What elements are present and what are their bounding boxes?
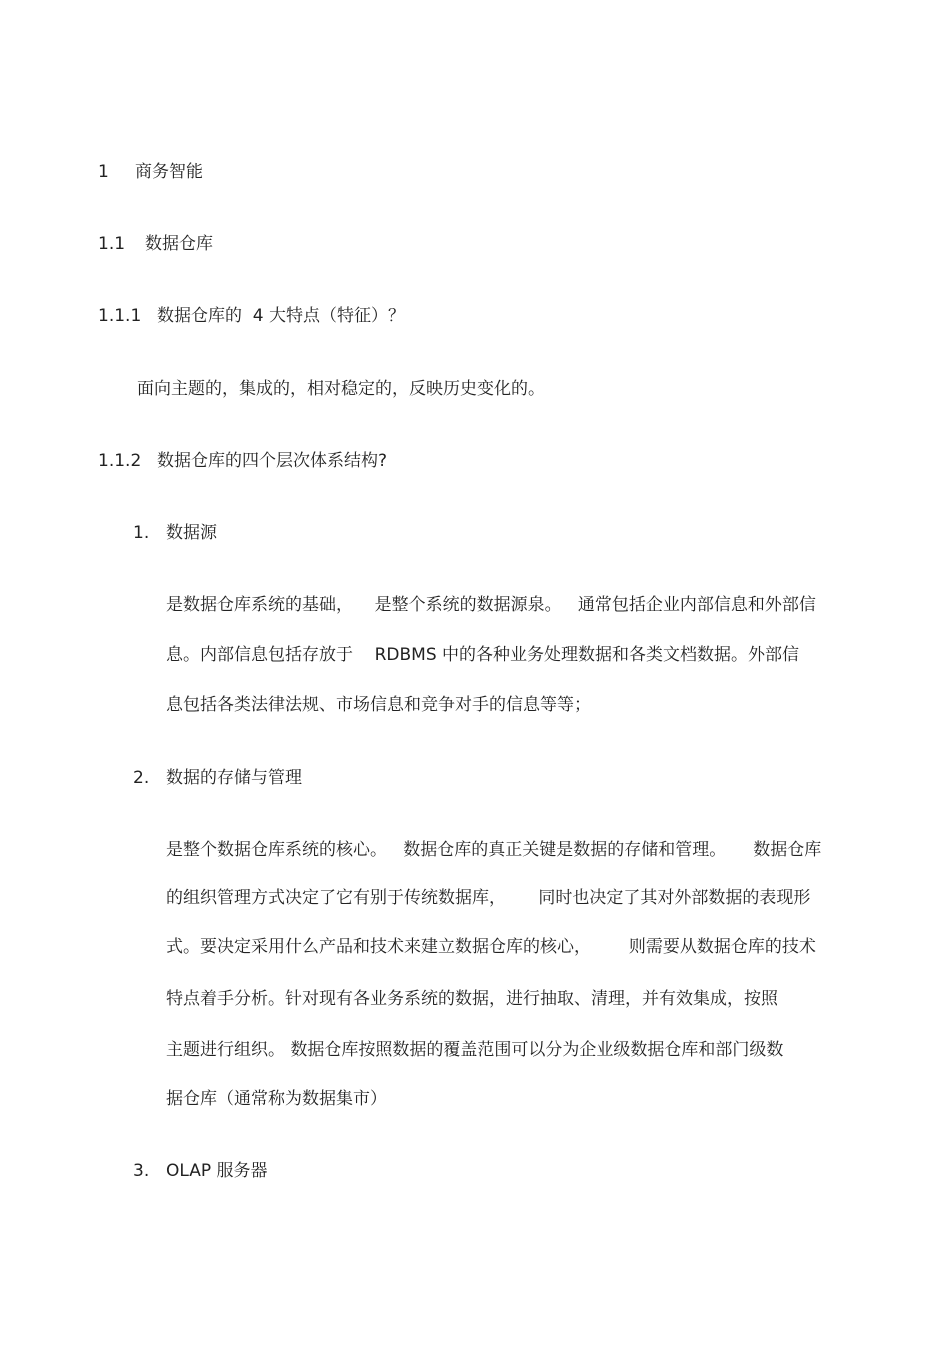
heading-1-1-1-number: 1.1.1 <box>98 306 142 326</box>
list-item-2-body-line: 特点着手分析。针对现有各业务系统的数据，进行抽取、清理，并有效集成，按照 <box>166 989 778 1009</box>
list-item-1-body-line: 息。内部信息包括存放于 RDBMS 中的各种业务处理数据和各类文档数据。外部信 <box>166 645 800 665</box>
heading-1-1-number: 1.1 <box>98 234 126 254</box>
list-item-1-number: 1. <box>133 523 150 543</box>
list-item-2-body-line: 的组织管理方式决定了它有别于传统数据库， 同时也决定了其对外部数据的表现形 <box>166 888 811 908</box>
list-item-2-number: 2. <box>133 768 150 788</box>
heading-1-1-title: 数据仓库 <box>145 234 213 254</box>
heading-1-title: 商务智能 <box>135 162 203 182</box>
list-item-1-title: 数据源 <box>166 523 217 543</box>
heading-1-1-1-title: 数据仓库的 4 大特点（特征）？ <box>157 306 406 326</box>
list-item-1-body-line: 息包括各类法律法规、市场信息和竞争对手的信息等等； <box>166 695 591 715</box>
features-paragraph: 面向主题的，集成的，相对稳定的，反映历史变化的。 <box>137 379 545 399</box>
list-item-3-title: OLAP 服务器 <box>166 1161 268 1181</box>
list-item-1-body-line: 是数据仓库系统的基础， 是整个系统的数据源泉。 通常包括企业内部信息和外部信 <box>166 595 816 615</box>
list-item-2-body-line: 主题进行组织。 数据仓库按照数据的覆盖范围可以分为企业级数据仓库和部门级数 <box>166 1040 784 1060</box>
list-item-2-body-line: 式。要决定采用什么产品和技术来建立数据仓库的核心， 则需要从数据仓库的技术 <box>166 937 816 957</box>
heading-1-number: 1 <box>98 162 109 182</box>
list-item-2-body-line: 是整个数据仓库系统的核心。 数据仓库的真正关键是数据的存储和管理。 数据仓库 <box>166 840 822 860</box>
heading-1-1-2-title: 数据仓库的四个层次体系结构? <box>157 451 388 471</box>
list-item-2-title: 数据的存储与管理 <box>166 768 302 788</box>
list-item-2-body-line: 据仓库（通常称为数据集市） <box>166 1089 387 1109</box>
heading-1-1-2-number: 1.1.2 <box>98 451 142 471</box>
list-item-3-number: 3. <box>133 1161 150 1181</box>
